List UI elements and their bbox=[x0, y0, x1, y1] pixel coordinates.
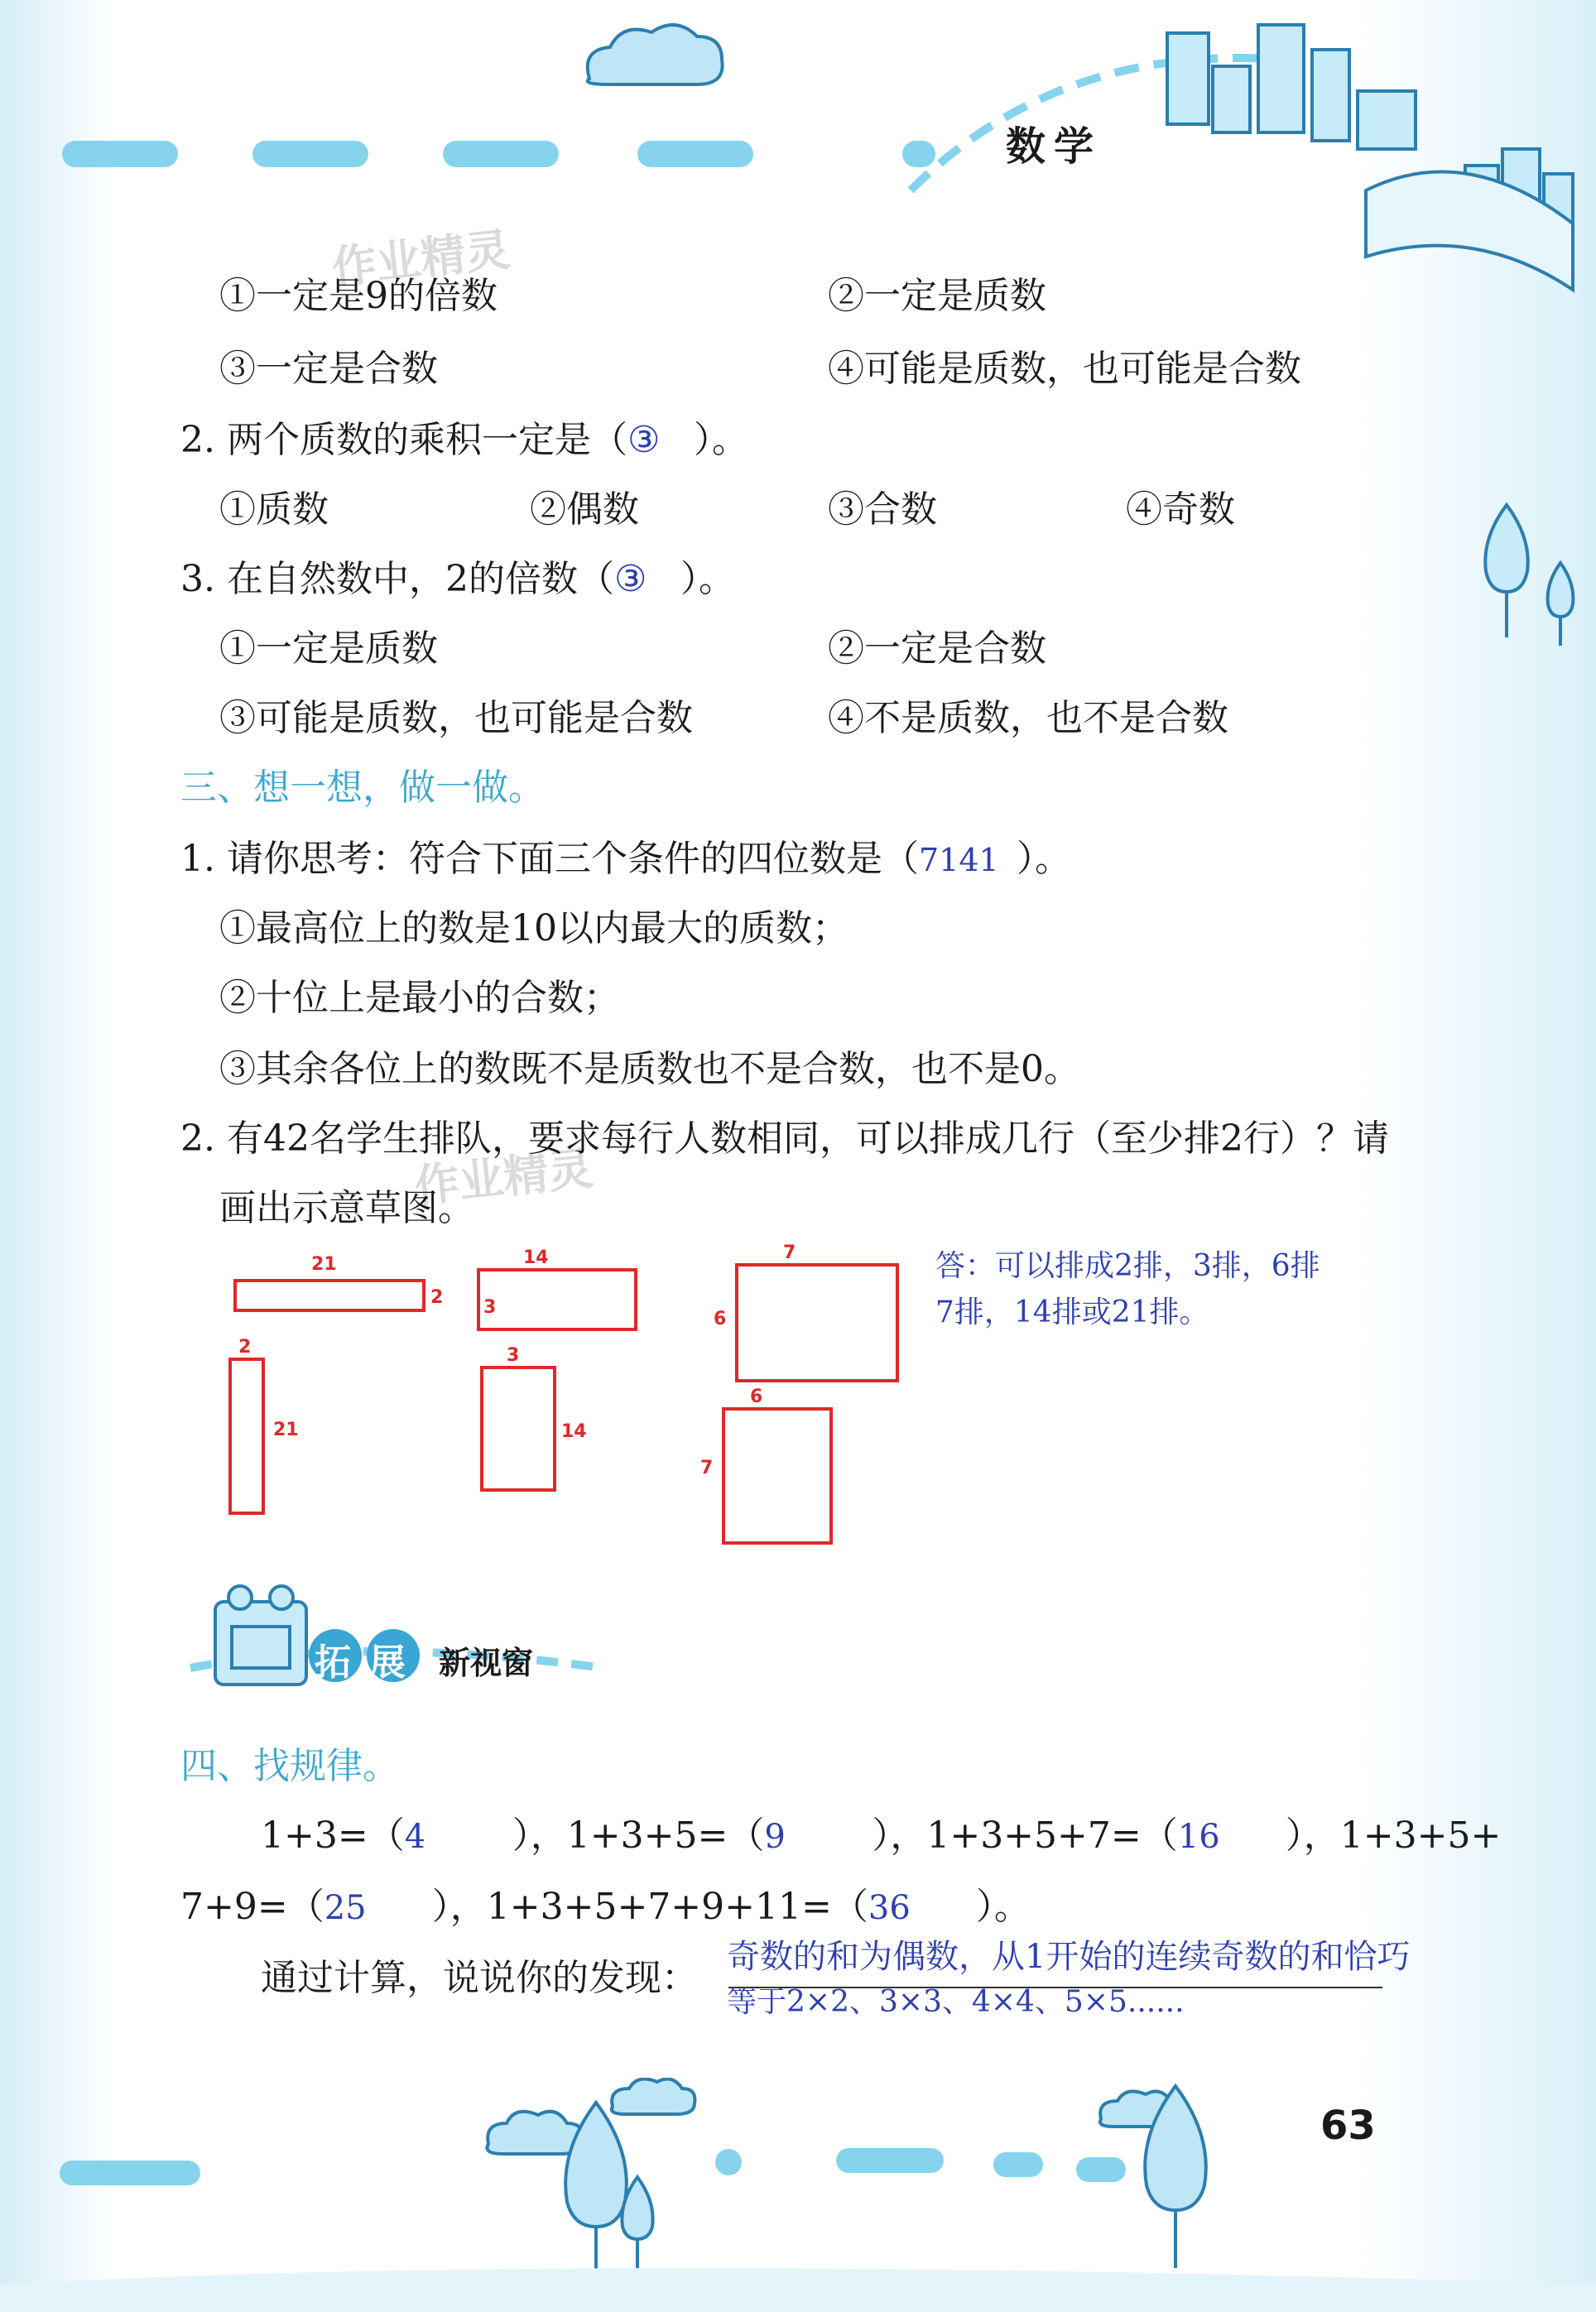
q3-answer: ③ bbox=[613, 558, 647, 600]
sketch-label: 14 bbox=[523, 1247, 549, 1268]
q1-option-4: ④可能是质数，也可能是合数 bbox=[828, 348, 1301, 390]
sketch-label: 7 bbox=[700, 1458, 714, 1478]
pattern-row-1: 1+3=（4 ），1+3+5=（9 ），1+3+5+7=（16 ），1+3+5+ bbox=[261, 1811, 1501, 1862]
sketch-rect-21x2 bbox=[233, 1279, 425, 1312]
q2-option-2: ②偶数 bbox=[530, 488, 639, 531]
sketch-label: 3 bbox=[483, 1297, 497, 1318]
sketch-label: 7 bbox=[783, 1243, 796, 1263]
q1-option-3: ③一定是合数 bbox=[219, 348, 438, 390]
subject-title: 数学 bbox=[1006, 123, 1103, 170]
q3-stem: 3. 在自然数中，2的倍数（③ ）。 bbox=[180, 555, 735, 604]
sketch-rect-6x7 bbox=[722, 1407, 833, 1545]
q3-option-2: ②一定是合数 bbox=[828, 627, 1046, 670]
q2-option-4: ④奇数 bbox=[1126, 488, 1235, 531]
p1-answer: 7141 bbox=[918, 842, 999, 878]
city-buildings-icon bbox=[1167, 25, 1573, 290]
p2-line-2: 画出示意草图。 bbox=[219, 1187, 474, 1229]
sketch-label: 6 bbox=[750, 1387, 763, 1407]
watermark: 作业精灵 bbox=[411, 1142, 596, 1214]
sketch-label: 2 bbox=[238, 1337, 252, 1358]
pattern-answer: 36 bbox=[868, 1889, 911, 1927]
pattern-answer: 25 bbox=[324, 1889, 367, 1927]
q3-option-4: ④不是质数，也不是合数 bbox=[828, 697, 1228, 739]
sketch-rect-2x21 bbox=[228, 1358, 265, 1515]
q2-stem: 2. 两个质数的乘积一定是（③ ）。 bbox=[180, 416, 748, 465]
sketch-label: 2 bbox=[430, 1287, 444, 1308]
pattern-answer: 4 bbox=[404, 1818, 426, 1856]
section-3-title: 三、想一想，做一做。 bbox=[180, 767, 545, 809]
discover-answer-1: 奇数的和为偶数，从1开始的连续奇数的和恰巧 bbox=[727, 1938, 1411, 1976]
p1-stem: 1. 请你思考：符合下面三个条件的四位数是（7141 ）。 bbox=[180, 834, 1071, 885]
tree-icon bbox=[1473, 497, 1596, 662]
p2-answer-line-2: 7排，14排或21排。 bbox=[935, 1295, 1209, 1329]
discover-label: 通过计算，说说你的发现： bbox=[261, 1957, 698, 1999]
q1-option-2: ②一定是质数 bbox=[828, 275, 1046, 317]
p2-answer-line-1: 答：可以排成2排，3排，6排 bbox=[935, 1249, 1320, 1283]
p1-condition-3: ③其余各位上的数既不是质数也不是合数，也不是0。 bbox=[219, 1048, 1080, 1090]
q1-option-1: ①一定是9的倍数 bbox=[219, 275, 498, 317]
sketch-rect-14x3 bbox=[477, 1268, 637, 1331]
banner-title-small: 新视窗 bbox=[439, 1645, 534, 1681]
discover-answer-2: 等于2×2、3×3、4×4、5×5...... bbox=[727, 1985, 1185, 2019]
banner-title-big: 拓展 bbox=[315, 1641, 424, 1684]
pattern-answer: 16 bbox=[1177, 1818, 1220, 1856]
sketch-rect-7x6 bbox=[735, 1263, 899, 1382]
watermark: 作业精灵 bbox=[329, 223, 513, 295]
p1-condition-2: ②十位上是最小的合数； bbox=[219, 977, 620, 1019]
page-number: 63 bbox=[1320, 2103, 1376, 2149]
cloud-icon bbox=[588, 25, 723, 84]
q2-option-3: ③合数 bbox=[828, 488, 937, 531]
q3-option-1: ①一定是质数 bbox=[219, 627, 438, 670]
sketch-label: 21 bbox=[273, 1420, 299, 1440]
section-4-title: 四、找规律。 bbox=[180, 1745, 399, 1787]
pattern-row-2: 7+9=（25 ），1+3+5+7+9+11=（36 ）。 bbox=[180, 1882, 1031, 1933]
sketch-label: 21 bbox=[311, 1254, 337, 1275]
sketch-label: 14 bbox=[561, 1421, 587, 1442]
sketch-rect-3x14 bbox=[480, 1366, 556, 1492]
p2-line-1: 2. 有42名学生排队，要求每行人数相同，可以排成几行（至少排2行）？请 bbox=[180, 1118, 1389, 1160]
q3-option-3: ③可能是质数，也可能是合数 bbox=[219, 697, 693, 739]
sketch-label: 6 bbox=[714, 1309, 727, 1329]
q2-option-1: ①质数 bbox=[219, 488, 329, 531]
robot-icon bbox=[215, 1586, 306, 1685]
sketch-label: 3 bbox=[507, 1345, 520, 1366]
q2-answer: ③ bbox=[627, 419, 661, 461]
pattern-answer: 9 bbox=[764, 1818, 786, 1856]
p1-condition-1: ①最高位上的数是10以内最大的质数； bbox=[219, 907, 848, 949]
